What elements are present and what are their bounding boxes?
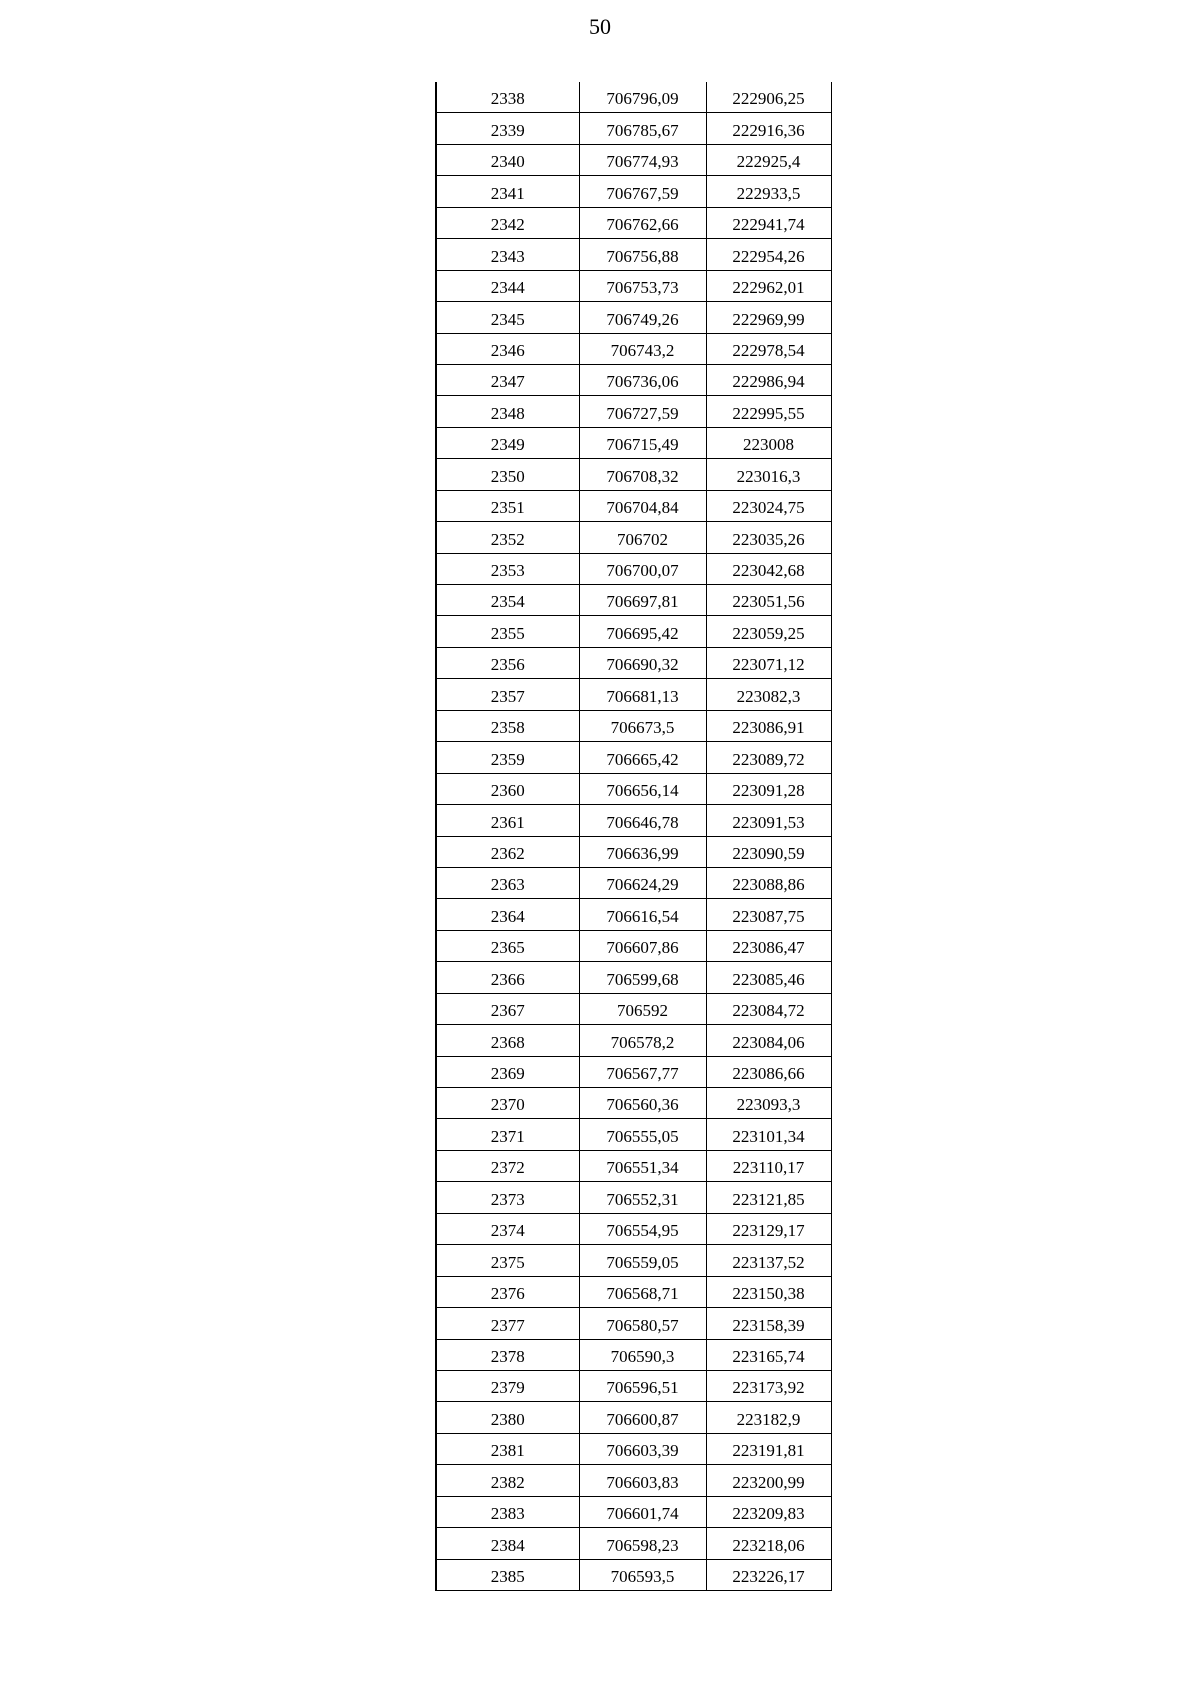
- table-row: [436, 1245, 831, 1276]
- point-number-cell: 2352: [436, 522, 579, 553]
- y-coordinate-cell: 223200,99: [706, 1465, 831, 1496]
- table-row: [436, 1150, 831, 1181]
- point-number-cell: 2379: [436, 1370, 579, 1401]
- x-coordinate-cell: 706796,09: [579, 82, 706, 113]
- point-number-cell: 2358: [436, 710, 579, 741]
- y-coordinate-cell: 222916,36: [706, 113, 831, 144]
- x-coordinate-cell: 706767,59: [579, 176, 706, 207]
- table-row: [436, 773, 831, 804]
- x-coordinate-cell: 706593,5: [579, 1559, 706, 1590]
- x-coordinate-cell: 706700,07: [579, 553, 706, 584]
- table-row: [436, 176, 831, 207]
- x-coordinate-cell: 706568,71: [579, 1276, 706, 1307]
- table-row: [436, 427, 831, 458]
- table-row: [436, 1559, 831, 1590]
- point-number-cell: 2363: [436, 867, 579, 898]
- x-coordinate-cell: 706785,67: [579, 113, 706, 144]
- table-row: [436, 1213, 831, 1244]
- table-row: [436, 616, 831, 647]
- x-coordinate-cell: 706636,99: [579, 836, 706, 867]
- point-number-cell: 2359: [436, 742, 579, 773]
- x-coordinate-cell: 706603,83: [579, 1465, 706, 1496]
- x-coordinate-cell: 706559,05: [579, 1245, 706, 1276]
- x-coordinate-cell: 706598,23: [579, 1528, 706, 1559]
- table-row: [436, 1119, 831, 1150]
- point-number-cell: 2355: [436, 616, 579, 647]
- y-coordinate-cell: 223090,59: [706, 836, 831, 867]
- x-coordinate-cell: 706704,84: [579, 490, 706, 521]
- table-row: [436, 1496, 831, 1527]
- x-coordinate-cell: 706616,54: [579, 899, 706, 930]
- x-coordinate-cell: 706681,13: [579, 679, 706, 710]
- point-number-cell: 2349: [436, 427, 579, 458]
- table-row: [436, 144, 831, 175]
- y-coordinate-cell: 223150,38: [706, 1276, 831, 1307]
- y-coordinate-cell: 223129,17: [706, 1213, 831, 1244]
- point-number-cell: 2345: [436, 302, 579, 333]
- table-row: [436, 585, 831, 616]
- x-coordinate-cell: 706578,2: [579, 1025, 706, 1056]
- x-coordinate-cell: 706601,74: [579, 1496, 706, 1527]
- x-coordinate-cell: 706646,78: [579, 805, 706, 836]
- point-number-cell: 2373: [436, 1182, 579, 1213]
- y-coordinate-cell: 222906,25: [706, 82, 831, 113]
- point-number-cell: 2343: [436, 239, 579, 270]
- point-number-cell: 2351: [436, 490, 579, 521]
- table-row: [436, 1182, 831, 1213]
- y-coordinate-cell: 223091,53: [706, 805, 831, 836]
- point-number-cell: 2365: [436, 930, 579, 961]
- point-number-cell: 2356: [436, 647, 579, 678]
- point-number-cell: 2368: [436, 1025, 579, 1056]
- x-coordinate-cell: 706702: [579, 522, 706, 553]
- point-number-cell: 2339: [436, 113, 579, 144]
- x-coordinate-cell: 706762,66: [579, 207, 706, 238]
- table-row: [436, 270, 831, 301]
- point-number-cell: 2344: [436, 270, 579, 301]
- x-coordinate-cell: 706690,32: [579, 647, 706, 678]
- table-row: [436, 647, 831, 678]
- y-coordinate-cell: 223121,85: [706, 1182, 831, 1213]
- y-coordinate-cell: 223051,56: [706, 585, 831, 616]
- point-number-cell: 2385: [436, 1559, 579, 1590]
- y-coordinate-cell: 223085,46: [706, 962, 831, 993]
- table-row: [436, 805, 831, 836]
- x-coordinate-cell: 706592: [579, 993, 706, 1024]
- table-row: [436, 742, 831, 773]
- y-coordinate-cell: 223101,34: [706, 1119, 831, 1150]
- y-coordinate-cell: 223089,72: [706, 742, 831, 773]
- table-row: [436, 1056, 831, 1087]
- point-number-cell: 2377: [436, 1308, 579, 1339]
- y-coordinate-cell: 223093,3: [706, 1088, 831, 1119]
- table-row: [436, 1465, 831, 1496]
- x-coordinate-cell: 706590,3: [579, 1339, 706, 1370]
- point-number-cell: 2347: [436, 364, 579, 395]
- point-number-cell: 2375: [436, 1245, 579, 1276]
- y-coordinate-cell: 223209,83: [706, 1496, 831, 1527]
- y-coordinate-cell: 223173,92: [706, 1370, 831, 1401]
- y-coordinate-cell: 223091,28: [706, 773, 831, 804]
- y-coordinate-cell: 222954,26: [706, 239, 831, 270]
- x-coordinate-cell: 706753,73: [579, 270, 706, 301]
- table-row: [436, 113, 831, 144]
- y-coordinate-cell: 223137,52: [706, 1245, 831, 1276]
- point-number-cell: 2370: [436, 1088, 579, 1119]
- point-number-cell: 2346: [436, 333, 579, 364]
- x-coordinate-cell: 706552,31: [579, 1182, 706, 1213]
- x-coordinate-cell: 706743,2: [579, 333, 706, 364]
- y-coordinate-cell: 223082,3: [706, 679, 831, 710]
- table-row: [436, 679, 831, 710]
- point-number-cell: 2360: [436, 773, 579, 804]
- table-row: [436, 333, 831, 364]
- point-number-cell: 2364: [436, 899, 579, 930]
- y-coordinate-cell: 223226,17: [706, 1559, 831, 1590]
- y-coordinate-cell: 222978,54: [706, 333, 831, 364]
- x-coordinate-cell: 706600,87: [579, 1402, 706, 1433]
- point-number-cell: 2342: [436, 207, 579, 238]
- point-number-cell: 2378: [436, 1339, 579, 1370]
- y-coordinate-cell: 223165,74: [706, 1339, 831, 1370]
- table-row: [436, 1025, 831, 1056]
- x-coordinate-cell: 706727,59: [579, 396, 706, 427]
- table-row: [436, 302, 831, 333]
- x-coordinate-cell: 706599,68: [579, 962, 706, 993]
- x-coordinate-cell: 706708,32: [579, 459, 706, 490]
- point-number-cell: 2348: [436, 396, 579, 427]
- table-row: [436, 867, 831, 898]
- table-row: [436, 1528, 831, 1559]
- y-coordinate-cell: 223016,3: [706, 459, 831, 490]
- y-coordinate-cell: 223008: [706, 427, 831, 458]
- table-row: [436, 962, 831, 993]
- table-row: [436, 1339, 831, 1370]
- point-number-cell: 2341: [436, 176, 579, 207]
- y-coordinate-cell: 223086,66: [706, 1056, 831, 1087]
- point-number-cell: 2357: [436, 679, 579, 710]
- y-coordinate-cell: 222941,74: [706, 207, 831, 238]
- coordinates-table-body: [436, 82, 831, 1591]
- point-number-cell: 2372: [436, 1150, 579, 1181]
- point-number-cell: 2362: [436, 836, 579, 867]
- y-coordinate-cell: 222995,55: [706, 396, 831, 427]
- point-number-cell: 2381: [436, 1433, 579, 1464]
- y-coordinate-cell: 223191,81: [706, 1433, 831, 1464]
- point-number-cell: 2371: [436, 1119, 579, 1150]
- point-number-cell: 2366: [436, 962, 579, 993]
- point-number-cell: 2384: [436, 1528, 579, 1559]
- x-coordinate-cell: 706715,49: [579, 427, 706, 458]
- x-coordinate-cell: 706560,36: [579, 1088, 706, 1119]
- x-coordinate-cell: 706656,14: [579, 773, 706, 804]
- table-row: [436, 1370, 831, 1401]
- point-number-cell: 2361: [436, 805, 579, 836]
- y-coordinate-cell: 223088,86: [706, 867, 831, 898]
- y-coordinate-cell: 223086,47: [706, 930, 831, 961]
- y-coordinate-cell: 222962,01: [706, 270, 831, 301]
- x-coordinate-cell: 706774,93: [579, 144, 706, 175]
- x-coordinate-cell: 706554,95: [579, 1213, 706, 1244]
- x-coordinate-cell: 706580,57: [579, 1308, 706, 1339]
- x-coordinate-cell: 706736,06: [579, 364, 706, 395]
- table-row: [436, 459, 831, 490]
- y-coordinate-cell: 222986,94: [706, 364, 831, 395]
- coordinates-table: [435, 82, 832, 1591]
- table-row: [436, 396, 831, 427]
- y-coordinate-cell: 223084,72: [706, 993, 831, 1024]
- table-row: [436, 899, 831, 930]
- table-row: [436, 364, 831, 395]
- x-coordinate-cell: 706555,05: [579, 1119, 706, 1150]
- x-coordinate-cell: 706673,5: [579, 710, 706, 741]
- y-coordinate-cell: 223071,12: [706, 647, 831, 678]
- y-coordinate-cell: 223035,26: [706, 522, 831, 553]
- table-row: [436, 82, 831, 113]
- y-coordinate-cell: 223024,75: [706, 490, 831, 521]
- x-coordinate-cell: 706551,34: [579, 1150, 706, 1181]
- point-number-cell: 2338: [436, 82, 579, 113]
- x-coordinate-cell: 706695,42: [579, 616, 706, 647]
- table-row: [436, 490, 831, 521]
- table-row: [436, 1088, 831, 1119]
- table-row: [436, 239, 831, 270]
- point-number-cell: 2380: [436, 1402, 579, 1433]
- point-number-cell: 2383: [436, 1496, 579, 1527]
- point-number-cell: 2382: [436, 1465, 579, 1496]
- point-number-cell: 2353: [436, 553, 579, 584]
- x-coordinate-cell: 706603,39: [579, 1433, 706, 1464]
- y-coordinate-cell: 223059,25: [706, 616, 831, 647]
- x-coordinate-cell: 706607,86: [579, 930, 706, 961]
- y-coordinate-cell: 223087,75: [706, 899, 831, 930]
- y-coordinate-cell: 223042,68: [706, 553, 831, 584]
- y-coordinate-cell: 223086,91: [706, 710, 831, 741]
- table-row: [436, 1308, 831, 1339]
- x-coordinate-cell: 706756,88: [579, 239, 706, 270]
- point-number-cell: 2354: [436, 585, 579, 616]
- table-row: [436, 836, 831, 867]
- table-row: [436, 522, 831, 553]
- point-number-cell: 2340: [436, 144, 579, 175]
- point-number-cell: 2369: [436, 1056, 579, 1087]
- table-row: [436, 1433, 831, 1464]
- table-row: [436, 1276, 831, 1307]
- x-coordinate-cell: 706665,42: [579, 742, 706, 773]
- table-row: [436, 207, 831, 238]
- point-number-cell: 2350: [436, 459, 579, 490]
- table-row: [436, 930, 831, 961]
- point-number-cell: 2367: [436, 993, 579, 1024]
- point-number-cell: 2374: [436, 1213, 579, 1244]
- y-coordinate-cell: 222969,99: [706, 302, 831, 333]
- y-coordinate-cell: 223084,06: [706, 1025, 831, 1056]
- point-number-cell: 2376: [436, 1276, 579, 1307]
- x-coordinate-cell: 706697,81: [579, 585, 706, 616]
- y-coordinate-cell: 223182,9: [706, 1402, 831, 1433]
- y-coordinate-cell: 223218,06: [706, 1528, 831, 1559]
- table-row: [436, 710, 831, 741]
- y-coordinate-cell: 223158,39: [706, 1308, 831, 1339]
- table-row: [436, 553, 831, 584]
- table-row: [436, 993, 831, 1024]
- x-coordinate-cell: 706596,51: [579, 1370, 706, 1401]
- y-coordinate-cell: 222933,5: [706, 176, 831, 207]
- x-coordinate-cell: 706567,77: [579, 1056, 706, 1087]
- x-coordinate-cell: 706624,29: [579, 867, 706, 898]
- table-row: [436, 1402, 831, 1433]
- x-coordinate-cell: 706749,26: [579, 302, 706, 333]
- page-number: 50: [589, 14, 611, 39]
- y-coordinate-cell: 222925,4: [706, 144, 831, 175]
- y-coordinate-cell: 223110,17: [706, 1150, 831, 1181]
